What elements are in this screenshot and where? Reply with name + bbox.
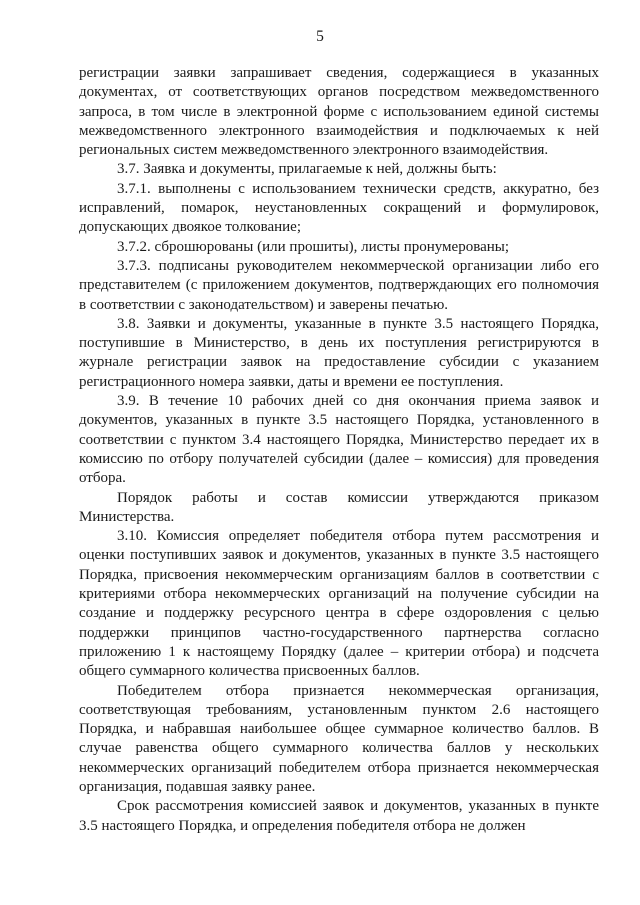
page-number: 5	[316, 28, 324, 45]
paragraph-commission-order: Порядок работы и состав комиссии утверждаются приказом Министерства.	[79, 489, 599, 525]
paragraph-3-7: 3.7. Заявка и документы, прилагаемые к ней, должны быть:	[117, 161, 497, 178]
paragraph-winner: Победителем отбора признается некоммерческая организация, соответствующая требованиям, установленным пунктом 2.6 настоящего Порядка, и набравшая наибольшее общее суммарное количество баллов. В случае равенства общего суммарного количества баллов у нескольких некоммерческих организаций победителем отбора признается некоммерческая организация, подавшая заявку ранее.	[79, 682, 599, 795]
paragraph-3-7-1: 3.7.1. выполнены с использованием технически средств, аккуратно, без исправлений, помарок, неустановленных сокращений и формулировок, допускающих двоякое толкование;	[79, 180, 599, 236]
paragraph-3-7-3: 3.7.3. подписаны руководителем некоммерческой организации либо его представителем (с приложением документов, подтверждающих его полномочия в соответствии с законодательством) и заверены печатью.	[79, 257, 599, 313]
paragraph-3-8: 3.8. Заявки и документы, указанные в пункте 3.5 настоящего Порядка, поступившие в Министерство, в день их поступления регистрируются в журнале регистрации заявок на предоставление субсидии с указанием регистрационного номера заявки, даты и времени ее поступления.	[79, 315, 599, 390]
paragraph-3-9: 3.9. В течение 10 рабочих дней со дня окончания приема заявок и документов, указанных в пункте 3.5 настоящего Порядка, установленного в соответствии с пунктом 3.4 настоящего Порядка, Министерство передает их в комиссию по отбору получателей субсидии (далее – комиссия) для проведения отбора.	[79, 393, 599, 487]
paragraph-3-7-2: 3.7.2. сброшюрованы (или прошиты), листы пронумерованы;	[117, 238, 510, 255]
paragraph-review-term: Срок рассмотрения комиссией заявок и документов, указанных в пункте 3.5 настоящего Порядка, и определения победителя отбора не должен	[79, 798, 599, 834]
paragraph-3-10: 3.10. Комиссия определяет победителя отбора путем рассмотрения и оценки поступивших заявок и документов, указанных в пункте 3.5 настоящего Порядка, присвоения некоммерческим организациям баллов в соответствии с критериями отбора некоммерческих организаций на получение субсидии на создание и поддержку ресурсного центра в сфере оздоровления с целью поддержки принципов частно-государственного партнерства согласно приложению 1 к настоящему Порядку (далее – критерии отбора) и подсчета общего суммарного количества присвоенных баллов.	[79, 528, 599, 680]
paragraph-registration-continued: регистрации заявки запрашивает сведения, содержащиеся в указанных документах, от соответствующих органов посредством межведомственного запроса, в том числе в электронной форме с использованием единой системы межведомственного электронного взаимодействия и подключаемых к ней региональных систем межведомственного электронного взаимодействия.	[79, 65, 599, 159]
document-body	[79, 64, 599, 836]
